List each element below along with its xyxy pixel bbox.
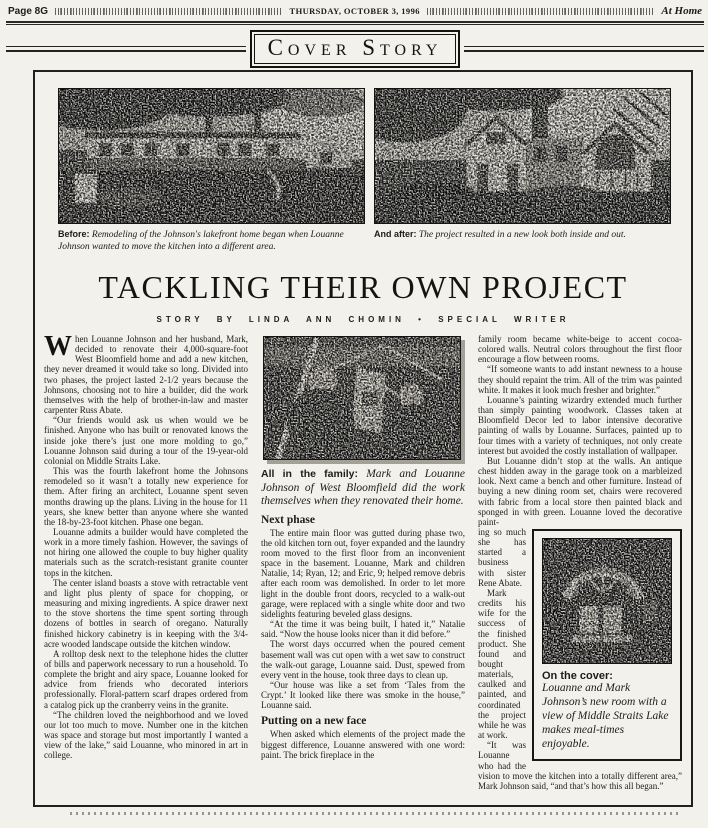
- subhead-new-face: Putting on a new face: [261, 715, 367, 728]
- paragraph: The entire main floor was gutted during phase two, the old kitchen torn out, foyer expanded and the laundry room moved to the first floor from an inconvenient space in the basement. Louanne, Mark and children Natalie, 14; Ryan, 12; and Eric, 9; helped remove debris after each room was demolished. In order to let more light in the double front doors, recycled to a walk-out garage, were replaced with a single white door and two sidelights featuring beveled glass designs.: [261, 527, 465, 619]
- paragraph: “At the time it was being built, I hated it,” Natalie said. “Now the house looks nicer than it did before.”: [261, 619, 465, 640]
- paragraph: The center island boasts a stove with retractable vent and light plus plenty of space for chopping, or measuring and mixing ingredients. A spice drawer next to the stove shortens the time spent sorting through dozens of bottles in search of oregano. Naturally finished hickory cabinetry is in keeping with the 3/4-acre wooded landscape outside the kitchen window.: [44, 577, 248, 649]
- column-1: [44, 331, 248, 799]
- paragraph: A rolltop desk next to the telephone hides the clutter of bills and paperwork necessary to run a household. To complete the bright and airy space, Louanne looked for advice from friends who decorated interiors professionally. Floral-pattern scarf drapes ordered from a catalog pick up the cranberry veins in the granite.: [44, 648, 248, 710]
- cover-caption-lead: On the cover:: [542, 669, 613, 682]
- paragraph: When asked which elements of the project made the biggest difference, Louanne answered with one word: paint. The brick fireplace in the: [261, 729, 465, 760]
- caption-family-lead: All in the family:: [261, 468, 359, 480]
- section-title: At Home: [661, 5, 703, 17]
- footer-texture: [70, 812, 680, 815]
- paragraph: This was the fourth lakefront home the Johnsons remodeled so it wasn’t a totally new experience for them. After firing an architect, Louanne spent seven months drawing up the plans. Living in the house for 11 years, she knew better than anyone where she wanted the 18-by-23-foot kitchen. Phase one began.: [44, 466, 248, 527]
- masthead: [8, 5, 702, 17]
- family-photo: [263, 336, 461, 460]
- paragraph: The worst days occurred when the poured cement basement wall was cut open with a wet saw to construct the walk-out garage, Louanne said. Dust, spewed from every vent in the house, took three days to clean up.: [261, 639, 465, 680]
- article-frame: [33, 70, 693, 807]
- header-texture-right: [427, 8, 654, 15]
- caption-family-text: Mark and Louanne Johnson of West Bloomfield did the work themselves when they renovated their home.: [261, 468, 465, 508]
- caption-before: [58, 229, 361, 253]
- paragraph: “If someone wants to add instant newness to a house they should repaint the trim. All of the trim was painted white. It makes it look much fresher and brighter.”: [478, 364, 682, 395]
- issue-date: THURSDAY, OCTOBER 3, 1996: [289, 6, 420, 16]
- paragraph: “Our friends would ask us when would we be finished. Anyone who has built or renovated knows the inside joke there’s just one more molding to go,” Louanne Johnson said during a tour of the 19-year-old colonial on Middle Straits Lake.: [44, 415, 248, 466]
- drop-cap: W: [44, 331, 72, 362]
- after-photo-image: [374, 88, 671, 224]
- paragraph-text: hen Louanne Johnson and her husband, Mark, decided to renovate their 4,000-square-foot West Bloomfield home and add a new kitchen, they never dreamed it would take so long. Divided into two phases, the project lasted 2-1/2 years because the Johnsons, choosing not to hire a builder, did the work themselves with the help of brother-in-law and master carpenter Russ Abate.: [44, 334, 248, 416]
- paragraph: Louanne’s painting wizardry extended much further than simply painting woodwork. Classes taken at Bloomfield Decor led to labor intensive decorative painting of walls by Louanne. Surfaces, painted up to four times with a variety of techniques, not only create interest but avoided the costly installation of wallpaper.: [478, 394, 682, 456]
- cover-photo: [542, 538, 672, 664]
- cover-story-banner: Cover Story: [254, 34, 457, 64]
- after-photo: [374, 88, 671, 224]
- paragraph: ing so much she has started a business with sister Rene Abate.: [478, 526, 526, 588]
- banner-line-right: [464, 46, 704, 52]
- family-photo-image: [263, 336, 461, 460]
- paragraph: “The children loved the neighborhood and we loved our lot too much to move. Number one in the kitchen was space and storage but most importantly I wanted a view of the lake,” said Louanne, who minored in art in college.: [44, 709, 248, 761]
- subhead-next-phase: Next phase: [261, 513, 315, 526]
- cover-box: [532, 529, 682, 761]
- page-number: Page 8G: [8, 5, 49, 17]
- paragraph: family room became white-beige to accent cocoa-colored walls. Neutral colors throughout the first floor encourage a flow between rooms.: [478, 334, 682, 365]
- caption-after-lead: And after:: [374, 229, 417, 239]
- paragraph: “Our house was like a set from ‘Tales from the Crypt.’ It looked like there was smoke in the house,” Louanne said.: [261, 680, 465, 711]
- caption-family: [261, 468, 465, 509]
- banner-line-left: [6, 46, 246, 52]
- cover-photo-image: [542, 538, 672, 664]
- caption-before-text: Remodeling of the Johnson's lakefront home began when Louanne Johnson wanted to move the kitchen into a different area.: [58, 230, 344, 252]
- paragraph: Mark credits his wife for the success of the finished product. She found and bought materials, caulked and painted, and coordinated the project while he was at work.: [478, 587, 526, 741]
- column-3: [478, 334, 682, 799]
- before-photo-image: [58, 88, 365, 224]
- header-texture-left: [55, 8, 282, 15]
- byline: STORY BY LINDA ANN CHOMIN • SPECIAL WRITER: [156, 315, 570, 324]
- before-photo: [58, 88, 365, 224]
- headline: TACKLING THEIR OWN PROJECT: [98, 269, 628, 305]
- article-columns: [44, 331, 682, 799]
- column-2: [261, 334, 465, 799]
- masthead-rule: [6, 21, 704, 25]
- banner-row: [6, 34, 704, 64]
- cover-caption-text: Louanne and Mark Johnson’s new room with a view of Middle Straits Lake makes meal-times enjoyable.: [542, 682, 669, 750]
- caption-after-text: The project resulted in a new look both inside and out.: [418, 230, 626, 240]
- caption-before-lead: Before:: [58, 229, 90, 239]
- paragraph: “It was Louanne who had the vision to move the kitchen into a totally different area,” Mark Johnson said, “and that’s how this all began.”: [478, 740, 682, 791]
- paragraph: Louanne admits a builder would have completed the work in a more timely fashion. However, the savings of not hiring one allowed the couple to buy higher quality materials such as the scratch-resistant granite counter tops in the kitchen.: [44, 526, 248, 578]
- caption-after: [374, 229, 668, 242]
- paragraph: But Louanne didn’t stop at the walls. An antique chest hidden away in the garage took on a marbleized look. Next came a bench and other furniture. Instead of buying a new dining room set, chairs were recovered with fabric from a local store then painted black and sponged in with green. Louanne loved the decorative paint-: [478, 455, 682, 527]
- paragraph: [44, 331, 248, 416]
